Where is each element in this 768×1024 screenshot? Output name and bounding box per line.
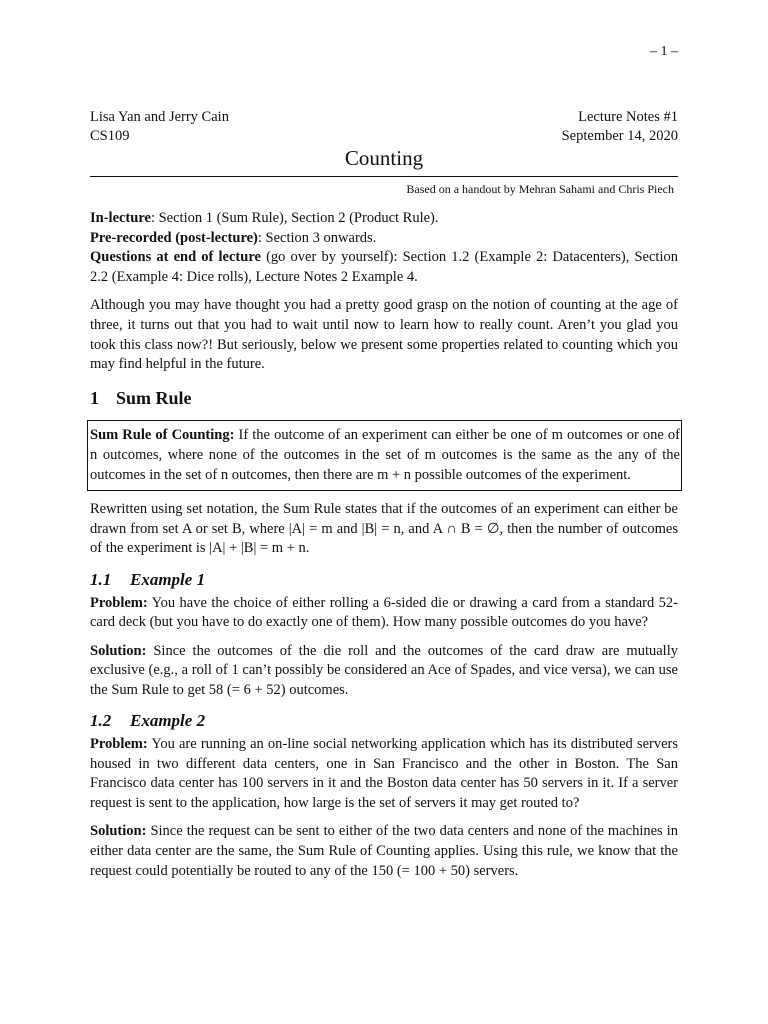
example1-problem (90, 594, 678, 633)
schedule (90, 209, 678, 287)
subsection-number: 1.1 (90, 569, 112, 589)
box-text: If the outcome of an experiment can either be one of m outcomes or one of n outcomes, where none of the outcomes in the set of m outcomes is the same as the any of the outcomes in the set of n outcomes, then there are m + n possible outcomes of the experiment. (90, 427, 680, 483)
header-left (90, 108, 229, 146)
schedule-text: (go over by yourself): Section 1.2 (Example 2: Datacenters), Section 2.2 (Example 4: Dice rolls), Lecture Notes 2 Example 4. (90, 249, 678, 285)
lecture-notes-number: Lecture Notes #1 (578, 109, 678, 125)
page-title: Counting (344, 146, 424, 170)
subsection-heading (90, 711, 678, 731)
problem-label: Problem: (90, 736, 148, 753)
course: CS109 (90, 128, 130, 144)
problem-text: You are running an on-line social networking application which has its distributed servers housed in two different data centers, one in San Francisco and the other in Boston. The San Francisco data center has 100 servers in it and the Boston data center has 50 servers in it. If a server request is sent to the application, how large is the set of servers it may get routed to? (90, 736, 678, 811)
schedule-label: Questions at end of lecture (90, 249, 261, 266)
document-body (90, 209, 678, 881)
section-title: Sum Rule (116, 387, 192, 408)
example2-problem (90, 735, 678, 813)
schedule-label: In-lecture (90, 210, 151, 226)
subsection-title: Example 1 (130, 569, 206, 589)
sum-rule-box (87, 420, 682, 491)
title-rule (90, 176, 678, 177)
example1-solution (90, 642, 678, 701)
page-number: – 1 – (650, 44, 678, 59)
lecture-date: September 14, 2020 (561, 128, 678, 144)
header-right (562, 108, 678, 146)
schedule-text: : Section 3 onwards. (257, 229, 377, 246)
intro-paragraph: Although you may have thought you had a pretty good grasp on the notion of counting at the age of three, it turns out that you had to wait until now to learn how to really count. Aren’t you glad you took this class now?! But seriously, below we present some properties related to counting which you may find helpful in the future. (90, 297, 678, 373)
example2-solution (90, 822, 678, 881)
schedule-text: : Section 1 (Sum Rule), Section 2 (Product Rule). (150, 210, 439, 226)
authors: Lisa Yan and Jerry Cain (90, 109, 229, 125)
attribution: Based on a handout by Mehran Sahami and Chris Piech (406, 182, 674, 196)
problem-label: Problem: (90, 594, 148, 611)
solution-text: Since the outcomes of the die roll and the outcomes of the card draw are mutually exclusive (e.g., a roll of 1 can’t possibly be considered an Ace of Spades, and vice versa), we can use the Sum Rule to get 58 (= 6 + 52) outcomes. (90, 642, 678, 698)
box-label: Sum Rule of Counting: (90, 427, 235, 444)
schedule-label: Pre-recorded (post-lecture) (90, 229, 258, 246)
solution-text: Since the request can be sent to either of the two data centers and none of the machines in either data center are the same, the Sum Rule of Counting applies. Using this rule, we know that the request could potentially be routed to any of the 150 (= 100 + 50) servers. (90, 823, 678, 879)
set-notation-paragraph: Rewritten using set notation, the Sum Rule states that if the outcomes of an experiment can either be drawn from set A or set B, where |A| = m and |B| = n, and A ∩ B = ∅, then the number of outcomes of the experiment is |A| + |B| = m + n. (90, 501, 678, 557)
solution-label: Solution: (90, 642, 147, 659)
section-heading (90, 389, 678, 409)
problem-text: You have the choice of either rolling a 6-sided die or drawing a card from a standard 52-card deck (but you have to do exactly one of them). How many possible outcomes do you have? (90, 594, 678, 631)
section-number: 1 (90, 387, 99, 408)
subsection-title: Example 2 (130, 711, 206, 731)
subsection-number: 1.2 (90, 711, 112, 731)
subsection-heading (90, 570, 678, 590)
solution-label: Solution: (90, 823, 147, 840)
